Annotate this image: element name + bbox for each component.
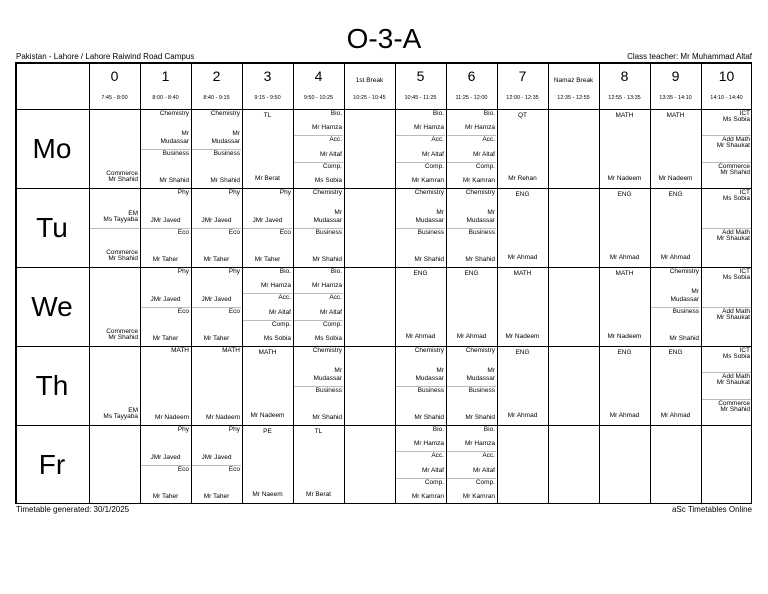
teacher-label: Ms Sobia [722,353,750,360]
teacher-title: Mr [181,129,189,137]
teacher-label [160,130,189,146]
lesson-cell[interactable] [650,109,701,188]
lesson-cell[interactable] [599,346,650,425]
subject-label: Business [468,228,495,236]
lesson-cell[interactable] [446,346,497,425]
subject-label: ICT [739,110,750,117]
subject-label: Business [672,307,699,315]
teacher-label: Ms Tayyaba [103,413,138,420]
period-header [446,62,497,109]
teacher-label: Ms Tayyaba [103,215,138,223]
teacher-label: Mr Shahid [465,414,495,421]
teacher-label: Mr Nadeem [607,175,642,182]
subject-label: Acc. [431,136,444,144]
subject-label: ENG [515,349,530,356]
period-number: 8 [620,68,629,84]
subject-label: ENG [413,270,428,277]
teacher-label: Ms Sobia [722,116,750,123]
teacher-label: Mr Nadeem [505,333,540,340]
teacher-label: Ms Sobia [314,335,342,342]
period-header [89,62,140,109]
lesson-cell[interactable] [395,188,446,267]
teacher-label: Mr Berat [255,175,280,182]
lesson-cell[interactable] [497,346,548,425]
subject-label: Comp. [271,320,291,328]
lesson-cell[interactable] [395,346,446,425]
period-header [344,62,395,109]
period-number: 2 [212,68,221,84]
teacher-title: Mr [487,366,495,374]
teacher-label: Mr Nadeem [250,412,285,419]
lesson-cell[interactable] [191,267,242,346]
teacher-label: Mr Taher [203,493,230,500]
subject-label: Acc. [329,136,342,144]
grid-row-line [15,425,752,426]
subject-label: Chemistry [414,347,444,354]
teacher-label: Mr Taher [152,335,179,342]
teacher-label: Mr Shahid [312,256,342,263]
lesson-cell[interactable] [191,188,242,267]
teacher-label: Mr Ahmad [507,254,538,261]
subject-label: Comp. [475,478,495,486]
teacher-label: Mr Ahmad [660,254,691,261]
subject-label: Add Math [722,228,750,236]
teacher-label: Mr Hamza [312,282,342,290]
timetable-grid [15,62,752,504]
teacher-title: Mr [487,208,495,216]
subject-label: Acc. [431,452,444,460]
subject-label: PE [263,428,272,435]
subject-label: ENG [617,191,632,198]
day-label: Mo [32,133,72,164]
subject-label: MATH [258,349,277,356]
teacher-label: Mr Altaf [421,150,444,158]
teacher-label: Mr Hamza [465,124,495,132]
teacher-label: Mr Hamza [312,124,342,132]
subject-label: MATH [171,347,189,354]
subject-label: Phy [228,189,240,196]
subject-label: Phy [279,189,291,196]
teacher-label: JMr Javed [150,453,181,461]
subject-label: Acc. [278,294,291,302]
teacher-label: Mr Ahmad [405,333,436,340]
lesson-cell[interactable] [701,346,752,425]
subject-label: Business [315,386,342,394]
teacher-title: Mr [436,208,444,216]
lesson-cell[interactable] [140,346,191,425]
teacher-label: Mr Nadeem [658,175,693,182]
lesson-cell[interactable] [191,425,242,504]
teacher-title: Mr [334,208,342,216]
lesson-cell[interactable] [446,267,497,346]
subject-label: Acc. [482,136,495,144]
teacher-label: JMr Javed [201,453,232,461]
lesson-cell[interactable] [395,267,446,346]
subject-label: Chemistry [159,110,189,117]
subject-label: Bio. [483,110,495,117]
day-label: Th [35,370,69,401]
teacher-label: Mr Shaukat [716,142,750,150]
lesson-cell[interactable] [293,425,344,504]
subject-label: Chemistry [669,268,699,275]
period-time: 11:25 - 12:00 [455,95,488,101]
teacher-label: Mr Kamran [411,177,444,184]
lesson-cell[interactable] [599,188,650,267]
teacher-label: Mr Taher [203,335,230,342]
subject-label: Add Math [722,373,750,381]
period-header [395,62,446,109]
lesson-cell[interactable] [89,267,140,346]
teacher-label: Mr Naeem [252,491,283,498]
period-number: 0 [110,68,119,84]
teacher-label [211,130,240,146]
subject-label: Bio. [330,268,342,275]
teacher-title: Mr [334,366,342,374]
period-time: 7:45 - 8:00 [101,95,128,101]
period-header [293,62,344,109]
teacher-label: Mr Hamza [414,440,444,448]
teacher-label: Mr Berat [306,491,331,498]
subject-label: EM [128,407,138,414]
subject-label: Acc. [329,294,342,302]
subject-label: Add Math [722,307,750,315]
subject-label: EM [128,209,138,217]
lesson-cell[interactable] [293,188,344,267]
subject-label: Chemistry [465,189,495,196]
subject-label: MATH [615,112,634,119]
teacher-label: JMr Javed [201,295,232,303]
period-header [701,62,752,109]
lesson-cell[interactable] [497,267,548,346]
lesson-cell[interactable] [446,425,497,504]
teacher-label: Mr Shaukat [716,379,750,387]
teacher-label: Mr Ahmad [456,333,487,340]
teacher-label: Mr Taher [203,256,230,263]
grid-row-line [15,503,752,505]
subject-label: MATH [615,270,634,277]
period-time: 13:35 - 14:10 [659,95,692,101]
subject-label: ENG [515,191,530,198]
timetable-title: O-3-A [346,23,422,54]
lesson-cell[interactable] [650,346,701,425]
teacher-label: Mr Ahmad [660,412,691,419]
lesson-cell[interactable] [242,188,293,267]
period-time: 10:45 - 11:25 [404,95,437,101]
period-time: 8:40 - 9:15 [203,95,230,101]
period-number: 10 [718,68,735,84]
teacher-label: Mr Shahid [669,335,699,342]
period-time: 8:00 - 8:40 [152,95,179,101]
subject-label: Add Math [722,136,750,144]
subject-label: Chemistry [312,347,342,354]
cell-divider [90,228,139,229]
period-time: 12:00 - 12:35 [506,95,539,101]
period-number: 5 [416,68,425,84]
teacher-label: Mr Shahid [414,256,444,263]
period-time: 10:25 - 10:45 [353,95,386,101]
subject-label: Bio. [279,268,291,275]
teacher-label: Mr Altaf [472,466,495,474]
teacher-label: Mr Rehan [508,175,537,182]
subject-label: Bio. [432,426,444,433]
teacher-label: Mr Shahid [414,414,444,421]
teacher-label: Ms Sobia [722,274,750,281]
subject-label: ENG [668,349,683,356]
subject-label: Comp. [322,162,342,170]
subject-label: Commerce [718,399,750,407]
day-label: We [31,291,73,322]
subject-label: Eco [228,307,240,315]
lesson-cell[interactable] [140,267,191,346]
teacher-label: Mr Shaukat [716,313,750,321]
lesson-cell[interactable] [395,109,446,188]
lesson-cell[interactable] [446,109,497,188]
period-header [599,62,650,109]
generated-date: Timetable generated: 30/1/2025 [16,505,130,514]
subject-label: Business [468,386,495,394]
subject-label: QT [517,112,528,119]
grid-col-line [548,62,549,504]
lesson-cell[interactable] [89,188,140,267]
lesson-cell[interactable] [650,188,701,267]
teacher-label: Mr Taher [152,256,179,263]
teacher-label: Mr Kamran [411,493,444,500]
teacher-label: Ms Sobia [314,177,342,184]
subject-label: Chemistry [465,347,495,354]
subject-label: Commerce [106,249,138,256]
teacher-label [670,288,699,304]
lesson-cell[interactable] [701,188,752,267]
subject-label: Bio. [432,110,444,117]
subject-label: ICT [739,268,750,275]
teacher-label: Mr Hamza [465,440,495,448]
subject-label: Eco [177,465,189,473]
teacher-label: Ms Sobia [263,335,291,342]
subject-label: Comp. [322,320,342,328]
period-header [548,62,599,109]
teacher-label: JMr Javed [252,216,283,224]
lesson-cell[interactable] [599,109,650,188]
period-number: 1st Break [355,77,384,84]
day-label: Tu [36,212,68,243]
teacher-surname: Mudassar [211,137,240,145]
teacher-label: Mr Altaf [472,150,495,158]
subject-label: Business [315,228,342,236]
teacher-label: JMr Javed [150,295,181,303]
teacher-label: Mr Taher [152,493,179,500]
teacher-surname: Mudassar [670,295,699,303]
subject-label: Chemistry [312,189,342,196]
teacher-surname: Mudassar [466,216,495,224]
lesson-cell[interactable] [701,267,752,346]
teacher-surname: Mudassar [313,216,342,224]
period-header [650,62,701,109]
teacher-title: Mr [232,129,240,137]
lesson-cell[interactable] [293,346,344,425]
subject-label: MATH [666,112,685,119]
teacher-label: Mr Hamza [261,282,291,290]
period-time: 12:55 - 13:35 [608,95,641,101]
period-number: 6 [467,68,476,84]
period-time: 9:50 - 10:25 [303,95,334,101]
period-number: Namaz Break [553,77,594,84]
lesson-cell[interactable] [242,425,293,504]
day-label: Fr [38,449,66,480]
subject-label: Bio. [483,426,495,433]
period-time: 12:35 - 12:55 [557,95,590,101]
lesson-cell[interactable] [293,109,344,188]
teacher-surname: Mudassar [415,216,444,224]
subject-label: Business [417,386,444,394]
lesson-cell[interactable] [242,267,293,346]
teacher-label: Mr Altaf [319,150,342,158]
teacher-label: Mr Shahid [108,334,138,341]
lesson-cell[interactable] [140,109,191,188]
teacher-label: Mr Ahmad [507,412,538,419]
teacher-label [415,209,444,225]
subject-label: Comp. [424,162,444,170]
subject-label: Phy [177,189,189,196]
teacher-surname: Mudassar [160,137,189,145]
lesson-cell[interactable] [191,109,242,188]
period-number: 1 [161,68,170,84]
subject-label: MATH [513,270,532,277]
period-time: 14:10 - 14:40 [710,95,743,101]
teacher-label: Mr Shahid [720,168,750,176]
lesson-cell[interactable] [89,109,140,188]
subject-label: Bio. [330,110,342,117]
subject-label: Commerce [106,328,138,335]
subject-label: ENG [668,191,683,198]
lesson-cell[interactable] [242,346,293,425]
lesson-cell[interactable] [497,109,548,188]
teacher-label: Mr Shaukat [716,234,750,242]
lesson-cell[interactable] [140,188,191,267]
grid-col-line [344,62,345,504]
teacher-label: Mr Shahid [720,405,750,413]
teacher-label: Mr Altaf [319,308,342,316]
teacher-label: JMr Javed [150,216,181,224]
subject-label: Eco [228,465,240,473]
subject-label: Business [417,228,444,236]
subject-label: Acc. [482,452,495,460]
school-name: Pakistan - Lahore / Lahore Raiwind Road Campus [16,52,195,61]
software-credit: aSc Timetables Online [671,505,752,514]
subject-label: Phy [228,426,240,433]
subject-label: ENG [464,270,479,277]
teacher-label: Mr Shahid [108,176,138,183]
teacher-label: Mr Ahmad [609,254,640,261]
lesson-cell[interactable] [395,425,446,504]
teacher-label: Mr Nadeem [206,414,240,421]
lesson-cell[interactable] [293,267,344,346]
subject-label: TL [314,428,323,435]
subject-label: Eco [279,228,291,236]
subject-label: MATH [222,347,240,354]
subject-label: Eco [228,228,240,236]
subject-label: ICT [739,347,750,354]
teacher-label: Mr Ahmad [609,412,640,419]
teacher-label: Mr Shahid [159,177,189,184]
subject-label: TL [263,112,272,119]
subject-label: Commerce [718,162,750,170]
subject-label: Commerce [106,170,138,177]
lesson-cell[interactable] [446,188,497,267]
teacher-label: Mr Altaf [268,308,291,316]
lesson-cell[interactable] [242,109,293,188]
subject-label: Comp. [475,162,495,170]
period-number: 7 [518,68,527,84]
lesson-cell[interactable] [89,346,140,425]
subject-label: ICT [739,189,750,196]
teacher-surname: Mudassar [466,374,495,382]
teacher-label: Mr Kamran [462,493,495,500]
subject-label: Phy [228,268,240,275]
subject-label: Phy [177,268,189,275]
subject-label: Chemistry [414,189,444,196]
period-number: 9 [671,68,680,84]
period-number: 4 [314,68,323,84]
period-header [497,62,548,109]
teacher-label: Mr Shahid [210,177,240,184]
teacher-surname: Mudassar [415,374,444,382]
subject-label: Comp. [424,478,444,486]
teacher-label: Ms Sobia [722,195,750,202]
teacher-label: Mr Shahid [465,256,495,263]
teacher-label: Mr Nadeem [155,414,189,421]
teacher-label [466,367,495,383]
teacher-surname: Mudassar [313,374,342,382]
teacher-label: JMr Javed [201,216,232,224]
period-header [140,62,191,109]
lesson-cell[interactable] [191,346,242,425]
subject-label: Eco [177,228,189,236]
teacher-label [313,209,342,225]
teacher-label: Mr Altaf [421,466,444,474]
subject-label: Phy [177,426,189,433]
period-time: 9:15 - 9:50 [254,95,281,101]
teacher-label [313,367,342,383]
teacher-label: Mr Hamza [414,124,444,132]
teacher-label: Mr Taher [254,256,281,263]
teacher-title: Mr [691,287,699,295]
subject-label: Business [213,149,240,157]
teacher-label [466,209,495,225]
lesson-cell[interactable] [140,425,191,504]
lesson-cell[interactable] [650,267,701,346]
subject-label: Eco [177,307,189,315]
lesson-cell[interactable] [497,188,548,267]
teacher-label: Mr Shahid [312,414,342,421]
period-header [242,62,293,109]
subject-label: ENG [617,349,632,356]
lesson-cell[interactable] [701,109,752,188]
teacher-label [415,367,444,383]
period-number: 3 [263,68,272,84]
period-header [191,62,242,109]
teacher-title: Mr [436,366,444,374]
teacher-label: Mr Nadeem [607,333,642,340]
subject-label: Chemistry [210,110,240,117]
teacher-label: Mr Kamran [462,177,495,184]
teacher-label: Mr Shahid [108,255,138,262]
lesson-cell[interactable] [599,267,650,346]
class-teacher: Class teacher: Mr Muhammad Altaf [627,52,752,61]
subject-label: Business [162,149,189,157]
